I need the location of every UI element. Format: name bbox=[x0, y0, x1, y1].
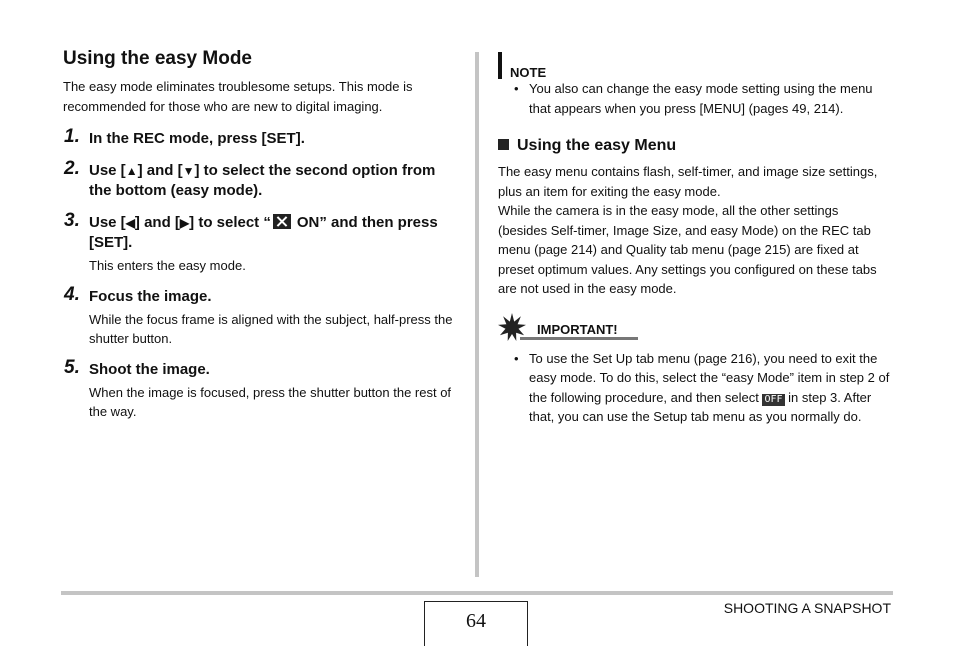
section-title: Using the easy Mode bbox=[63, 48, 252, 69]
step-1 bbox=[63, 126, 458, 149]
important-underline bbox=[520, 337, 638, 340]
step-text-c: ] to select the second option from the bottom (easy mode). bbox=[89, 162, 436, 199]
step-description: When the image is focused, press the shutter button the rest of the way. bbox=[89, 385, 452, 419]
off-icon: OFF bbox=[764, 393, 783, 405]
note-label: NOTE bbox=[510, 65, 547, 80]
subheading bbox=[498, 136, 890, 156]
step-instruction: In the REC mode, press [SET]. bbox=[89, 130, 305, 147]
easy-menu-paragraph-1: The easy menu contains flash, self-timer, and image size settings, plus an item for exiting the easy mode. bbox=[498, 164, 878, 199]
step-number: 3. bbox=[64, 210, 80, 231]
step-instruction: Shoot the image. bbox=[89, 361, 210, 378]
important-text-b: in step 3. After that, you can use the Setup tab menu as you normally do. bbox=[529, 389, 872, 424]
easy-menu-paragraph-2: While the camera is in the easy mode, all the other settings (besides Self-timer, Image Size, and easy Mode) on the REC tab menu (page 214) and Quality tab menu (page 215) are fixed at preset optimum values. Any settings you configured on these tabs are not used in the easy mode. bbox=[498, 203, 877, 296]
bullet-icon: • bbox=[514, 81, 519, 96]
right-arrow-icon: ▶ bbox=[179, 216, 190, 230]
step-text-a: Use [ bbox=[89, 162, 126, 179]
step-4 bbox=[63, 284, 458, 348]
subheading-text: Using the easy Menu bbox=[517, 137, 677, 154]
step-instruction bbox=[89, 161, 458, 201]
left-column bbox=[63, 48, 458, 421]
right-column bbox=[498, 52, 890, 427]
down-arrow-icon: ▼ bbox=[182, 164, 195, 178]
step-number: 1. bbox=[64, 126, 80, 147]
step-text-b: ] and [ bbox=[134, 214, 180, 231]
important-label: IMPORTANT! bbox=[537, 321, 618, 337]
step-instruction bbox=[89, 213, 458, 253]
note-bar-icon bbox=[498, 52, 502, 79]
page-number: 64 bbox=[424, 601, 528, 646]
important-header bbox=[498, 316, 890, 340]
note-text: You also can change the easy mode setting using the menu that appears when you press [MENU] (pages 49, 214). bbox=[529, 81, 873, 116]
step-text-a: Use [ bbox=[89, 214, 126, 231]
step-text-c: ] to select “ bbox=[189, 214, 271, 231]
step-3 bbox=[63, 210, 458, 275]
column-divider bbox=[475, 52, 479, 577]
note-bullet bbox=[498, 79, 890, 118]
important-text-a: To use the Set Up tab menu (page 216), you need to exit the easy mode. To do this, select the “easy Mode” item in step 2 of the following procedure, and then select bbox=[529, 350, 890, 405]
footer-rule bbox=[61, 591, 893, 595]
step-2 bbox=[63, 158, 458, 201]
note-header bbox=[498, 52, 890, 79]
left-arrow-icon: ◀ bbox=[125, 216, 135, 230]
step-text-b: ] and [ bbox=[137, 162, 183, 179]
square-bullet-icon bbox=[498, 139, 509, 150]
step-5 bbox=[63, 357, 458, 421]
step-number: 4. bbox=[64, 284, 80, 305]
step-description: This enters the easy mode. bbox=[89, 258, 246, 273]
intro-text: The easy mode eliminates troublesome setups. This mode is recommended for those who are new to digital imaging. bbox=[63, 79, 413, 114]
important-bullet bbox=[498, 349, 890, 427]
step-instruction: Focus the image. bbox=[89, 288, 212, 305]
bullet-icon: • bbox=[514, 350, 519, 366]
section-name: SHOOTING A SNAPSHOT bbox=[723, 600, 891, 616]
step-description: While the focus frame is aligned with the subject, half-press the shutter button. bbox=[89, 312, 453, 346]
up-arrow-icon: ▲ bbox=[125, 164, 138, 178]
step-text-d: ON” and then press [SET]. bbox=[89, 214, 438, 251]
step-number: 5. bbox=[64, 357, 80, 378]
easy-mode-icon bbox=[273, 214, 291, 229]
step-number: 2. bbox=[64, 158, 80, 179]
